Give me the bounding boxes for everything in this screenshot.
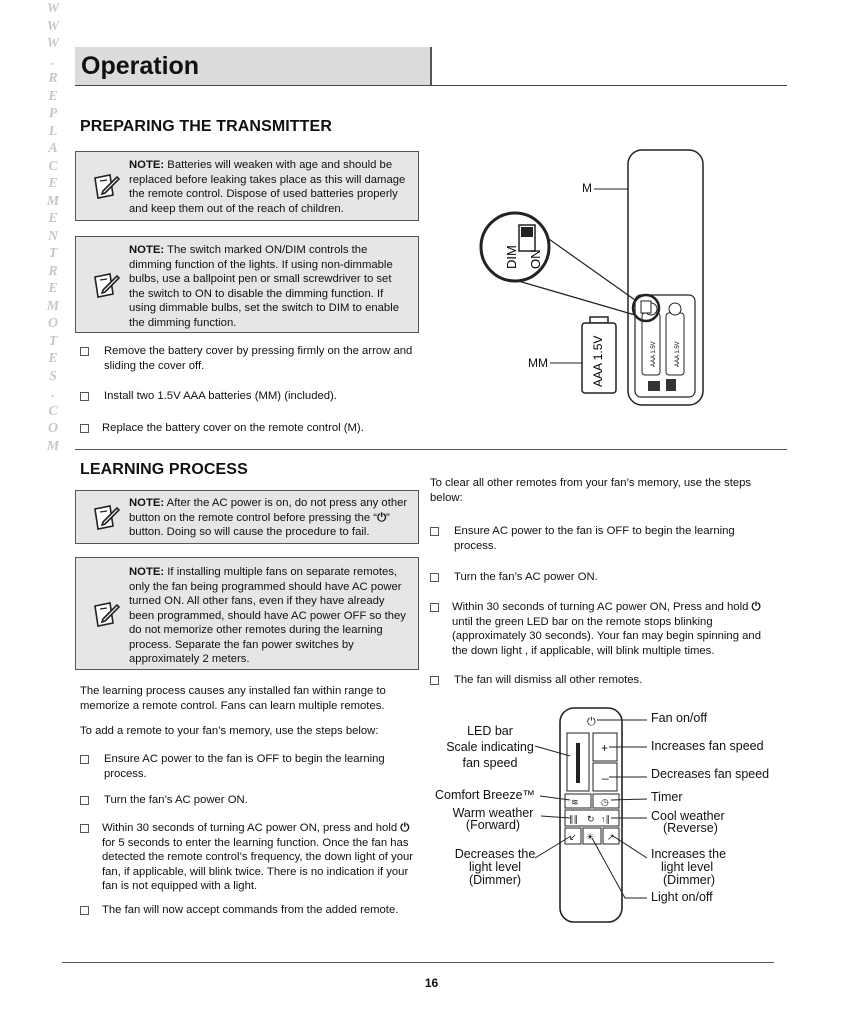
step-remove-cover [80,344,420,373]
watermark-letter: L [48,123,58,139]
note-text: ” button. Doing so will cause the procedure to fail. [129,511,390,538]
step-text: Ensure AC power to the fan is OFF to begin the learning process. [104,753,385,780]
note-text: Batteries will weaken with age and should be replaced before leaking takes place as this will damage the remote control. Dispose of used batteries properly and keep them out of the reach of children. [129,159,406,215]
watermark-letter: C [48,158,58,174]
switch-label-dim: DIM [504,245,519,269]
clear-step-dismiss [430,673,770,688]
watermark-letter: E [48,211,58,226]
note-label: NOTE: [129,244,165,256]
fan-power-button-icon: ⏻ [587,716,596,728]
watermark-letter: O [47,421,59,436]
step-text-lead: Within 30 seconds of turning AC power ON, Press and hold [452,601,749,613]
checkbox-square-icon [80,347,89,356]
step-text: Ensure AC power to the fan is OFF to begin the learning process. [454,525,735,552]
note-text: After the AC power is on, do not press any other button on the remote control before pressing the “ [129,497,408,524]
label-increase-light-3: (Dimmer) [663,873,716,887]
note-box-batteries [75,151,419,221]
watermark-letter: P [48,106,58,121]
step-text: Remove the battery cover by pressing firmly on the arrow and sliding the cover off. [104,345,413,372]
note-box-ac-power [75,490,419,544]
power-icon: ⏻ [377,511,386,524]
remote-dim-switch [641,301,651,313]
section-heading-learning: LEARNING PROCESS [80,461,248,478]
led-bar-fill [576,743,580,783]
add-step-press-hold [80,821,422,894]
watermark-letter: T [48,333,58,349]
watermark-letter: E [48,176,58,191]
label-comfort-breeze: Comfort Breeze™ [434,788,536,802]
clear-step-ensure-off [430,524,770,553]
label-timer: Timer [651,790,683,804]
label-fan-onoff: Fan on/off [651,711,708,725]
lock-tab-icon [666,379,676,391]
watermark-letter: T [48,246,58,261]
step-text-rest: until the green LED bar on the remote stops blinking (approximately 30 seconds). Your fan may begin spinning and the down light , if applicable, will blink multiple times. [452,615,761,657]
step-text-lead: Within 30 seconds of turning AC power ON, press and hold [102,822,398,834]
note-pencil-icon [91,171,121,201]
step-install-batteries [80,389,420,404]
switch-label-on: ON [528,249,543,269]
label-decrease-light-2: light level [468,860,522,874]
dim-down-icon: ↙ [569,832,577,842]
spring-terminal [669,303,681,315]
checkbox-square-icon [430,676,439,685]
watermark-letter: W [46,1,60,16]
checkbox-square-icon [430,603,439,612]
checkbox-square-icon [80,824,89,833]
note-label: NOTE: [129,497,165,509]
add-step-ensure-off [80,752,410,781]
label-increase-light: Increases the [651,847,727,861]
watermark-letter: S [49,368,57,384]
title-rule [75,85,787,86]
label-led-bar: LED bar [467,724,513,738]
step-text: Turn the fan’s AC power ON. [454,571,598,583]
label-reverse: (Reverse) [663,821,718,835]
footer-rule [62,962,774,963]
step-text [102,821,422,894]
label-led-bar-2: Scale indicating [446,740,534,754]
note-label: NOTE: [129,159,165,171]
watermark-letter: W [46,36,60,51]
checkbox-square-icon [430,527,439,536]
remote-control-diagram [425,700,795,930]
section-heading-preparing: PREPARING THE TRANSMITTER [80,118,332,135]
watermark-letter: M [46,438,60,454]
switch-knob [521,227,533,237]
side-watermark [42,0,64,455]
label-mm: MM [528,356,548,370]
checkbox-square-icon [80,392,89,401]
clear-remotes-intro: To clear all other remotes from your fan’s memory, use the steps below: [430,477,752,504]
warm-weather-icon: ∥∥ [569,814,578,824]
power-icon: ⏻ [400,822,410,834]
release-tab-icon [648,381,660,391]
plus-icon: + [601,741,609,755]
watermark-letter: . [51,53,55,69]
light-icon: ☀ [586,832,595,842]
battery-tip [590,317,608,323]
step-text: The fan will now accept commands from the added remote. [102,904,399,916]
step-text-rest: for 5 seconds to enter the learning function. Once the fan has detected the remote control’s frequency, the down light of your fan, if applicable, will blink twice. There is no indication if your fan is not equipped with a light. [102,836,414,892]
cool-weather-icon: ↑∥ [601,814,610,824]
power-icon: ⏻ [751,601,761,613]
step-text: Turn the fan’s AC power ON. [104,794,248,806]
clear-step-press-hold [430,600,775,658]
step-text: Install two 1.5V AAA batteries (MM) (included). [104,390,337,402]
watermark-letter: A [48,141,58,156]
checkbox-square-icon [80,424,89,433]
breeze-icon: ≋ [571,797,579,807]
note-pencil-icon [91,270,121,300]
watermark-letter: M [46,193,60,209]
label-increase-speed: Increases fan speed [651,739,764,753]
checkbox-square-icon [80,755,89,764]
add-step-power-on [80,793,410,808]
label-decrease-light: Decreases the [454,847,536,861]
page-number: 16 [424,976,439,990]
dim-up-icon: ↗ [607,832,615,842]
step-text: Replace the battery cover on the remote control (M). [102,422,364,434]
add-step-accept [80,903,420,918]
page-title: Operation [81,52,200,80]
watermark-letter: C [48,403,58,419]
label-m: M [582,181,592,195]
note-text: If installing multiple fans on separate remotes, only the fan being programmed should have AC power turned ON. All other fans, even if they have already been programmed, should have AC power OFF so they do not memorize other remotes during the learning process. Separate the fan power switches by approximately 2 meters. [129,566,406,665]
note-text: The switch marked ON/DIM controls the dimming function of the lights. If using non-dimmable bulbs, use a ballpoint pen or small screwdriver to set the switch to ON to disable the dimming function. If using dimmable bulbs, set the switch to DIM to enable the dimming function. [129,244,400,329]
label-cool-weather: Cool weather [651,809,725,823]
note-pencil-icon [91,502,121,532]
checkbox-square-icon [80,906,89,915]
label-decrease-speed: Decreases fan speed [651,767,770,781]
label-forward: (Forward) [465,818,521,832]
watermark-letter: R [48,71,58,86]
watermark-letter: . [51,386,55,401]
label-warm-weather: Warm weather [452,806,534,820]
note-pencil-icon [91,599,121,629]
note-box-multiple-fans [75,557,419,670]
label-increase-light-2: light level [661,860,714,874]
section-divider [75,449,787,450]
checkbox-square-icon [430,573,439,582]
checkbox-square-icon [80,796,89,805]
watermark-letter: M [46,298,60,314]
learning-intro: The learning process causes any installed fan within range to memorize a remote control. Fans can learn multiple remotes. [80,685,386,712]
cell-label: AAA 1.5V [651,341,657,367]
note-label: NOTE: [129,566,165,578]
label-light-onoff: Light on/off [651,890,713,904]
step-text: The fan will dismiss all other remotes. [454,674,643,686]
note-box-dim-switch [75,236,419,333]
step-text [452,600,775,658]
zoom-line [515,280,635,315]
watermark-letter: R [48,263,58,279]
transmitter-battery-diagram [470,145,720,410]
timer-icon: ◷ [601,797,609,807]
battery-label: AAA 1.5V [591,335,605,387]
cell-label: AAA 1.5V [675,341,681,367]
add-remote-intro: To add a remote to your fan’s memory, use the steps below: [80,725,379,737]
minus-icon: – [602,771,609,785]
title-banner [75,47,432,85]
watermark-letter: E [48,351,58,366]
clear-step-power-on [430,570,770,585]
direction-icon: ↻ [587,814,595,824]
label-decrease-light-3: (Dimmer) [468,873,522,887]
watermark-letter: O [47,316,59,331]
watermark-letter: N [47,228,59,244]
watermark-letter: E [48,88,58,104]
watermark-letter: W [46,18,60,34]
step-replace-cover [80,421,420,436]
watermark-letter: E [48,281,58,296]
label-led-bar-3: fan speed [462,756,518,770]
